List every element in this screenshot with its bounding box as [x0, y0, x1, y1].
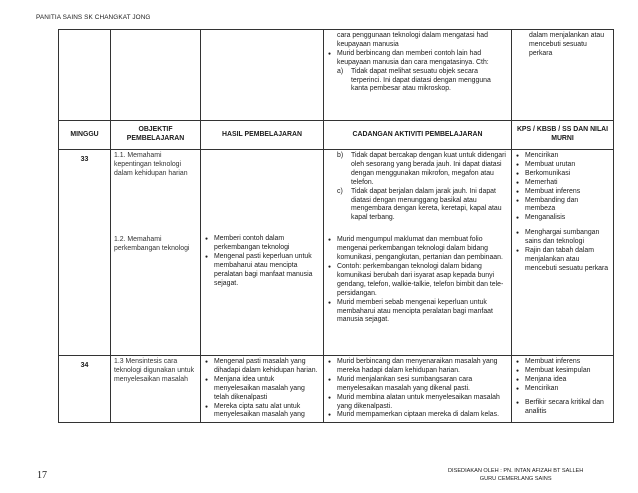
list-item: ● Contoh: perkembangan teknologi dalam bidang komunikasi berubah dari isyarat asap kepada bunyi gendang, telefon, walkie-talkie, telefon bimbit dan tele-persidangan.	[337, 263, 508, 299]
kps-text: dalam menjalankan atau mencebuti sesuatu perkara	[529, 32, 605, 57]
list-item: ● Mencirikan	[525, 385, 610, 394]
cell-kps	[512, 150, 614, 356]
list-item: ● Menganalisis	[525, 214, 610, 223]
table-row	[59, 356, 614, 423]
outcome-list	[204, 235, 320, 288]
list-item: ● Membuat inferens	[525, 188, 610, 197]
item-text: Tidak dapat berjalan dalam jarak jauh. Ini dapat diatasi dengan menunggang basikal atau mengembara dengan kereta, keretapi, kapal atau kapal terbang.	[351, 187, 502, 222]
col-header-cadangan: CADANGAN AKTIVITI PEMBELAJARAN	[324, 121, 512, 150]
list-item	[337, 188, 508, 224]
list-item: ● Menjana idea untuk menyelesaikan masalah yang telah dikenalpasti	[214, 376, 320, 403]
page-header: PANITIA SAINS SK CHANGKAT JONG	[36, 14, 151, 21]
list-item: ● Mengenal pasti keperluan untuk membaharui atau mencipta peralatan bagi manfaat manusia sejagat.	[214, 253, 320, 289]
week-number: 33	[59, 150, 111, 356]
list-item: ● Murid memberi sebab mengenai keperluan untuk membaharui atau mencipta peralatan bagi manfaat manusia sejagat.	[337, 299, 508, 326]
page-number: 17	[37, 470, 47, 481]
activity-text: cara penggunaan teknologi dalam mengatasi had keupayaan manusia	[337, 32, 488, 48]
cell-kps	[512, 356, 614, 423]
cell-empty	[201, 30, 324, 121]
activity-list	[327, 236, 508, 325]
list-item: ● Murid membina alatan untuk menyelesaikan masalah yang dikenalpasti.	[337, 394, 508, 412]
week-number: 34	[59, 356, 111, 423]
cell-activities	[324, 30, 512, 121]
activity-numbered-list	[327, 68, 508, 95]
objective-text: 1.1. Memahami kepentingan teknologi dalam kehidupan harian	[114, 152, 188, 177]
list-item: ● Mereka cipta satu alat untuk menyelesaikan masalah yang	[214, 403, 320, 421]
list-item: ● Memerhati	[525, 179, 610, 188]
cell-activities	[324, 356, 512, 423]
cell-objectives	[111, 356, 201, 423]
activity-numbered-list	[327, 152, 508, 223]
item-label: c)	[337, 187, 343, 195]
list-item: ● Mencirikan	[525, 152, 610, 161]
objective-text: 1.3 Mensintesis cara teknologi digunakan untuk menyelesaikan masalah	[114, 358, 195, 383]
list-item: ● Membuat inferens	[525, 358, 610, 367]
list-item: ● Berfikir secara kritikal dan analitis	[525, 399, 610, 417]
item-text: Tidak dapat melihat sesuatu objek secara terperinci. Ini dapat diatasi dengan mengguna kanta pembesar atau mikroskop.	[351, 67, 491, 93]
cell-outcomes	[201, 356, 324, 423]
footer-prepared-by: DISEDIAKAN OLEH : PN. INTAN AFIZAH BT SALLEH	[448, 468, 584, 474]
footer-credit	[448, 468, 583, 483]
cell-activities	[324, 150, 512, 356]
list-item: ● Rajin dan tabah dalam menjalankan atau mencebuti sesuatu perkara	[525, 247, 610, 274]
outcome-list	[204, 358, 320, 420]
list-item: ● Murid mempamerkan ciptaan mereka di dalam kelas.	[337, 411, 508, 420]
col-header-minggu: MINGGU	[59, 121, 111, 150]
item-text: Tidak dapat bercakap dengan kuat untuk didengari oleh sesorang yang berada jauh. Ini dapat diatasi dengan menggunakan mikrofon, megafon atau telefon.	[351, 152, 506, 186]
kps-list	[515, 152, 610, 223]
cell-kps	[512, 30, 614, 121]
item-label: b)	[337, 152, 344, 159]
footer-role: GURU CEMERLANG SAINS	[479, 475, 552, 482]
list-item: ● Memberi contoh dalam perkembangan teknologi	[214, 235, 320, 253]
list-item: ● Murid menjalankan sesi sumbangsaran cara menyelesaikan masalah yang dikenal pasti.	[337, 376, 508, 394]
objective-text: 1.2. Memahami perkembangan teknologi	[114, 235, 190, 252]
kps-list	[515, 229, 610, 274]
lesson-plan-table	[58, 29, 614, 423]
list-item: ● Murid mengumpul maklumat dan membuat folio mengenai perkembangan teknologi dalam bidang komunikasi, pengangkutan, pertanian dan pembinaan.	[337, 236, 508, 263]
item-label: a)	[337, 67, 344, 75]
cell-empty	[111, 30, 201, 121]
list-item: ● Membuat kesimpulan	[525, 367, 610, 376]
list-item	[337, 68, 508, 95]
table-row	[59, 30, 614, 121]
list-item: ● Murid berbincang dan memberi contoh lain had keupayaan manusia dan cara mengatasinya. Cth:	[337, 50, 508, 68]
list-item	[337, 152, 508, 188]
list-item: ● Murid berbincang dan menyenaraikan masalah yang mereka hadapi dalam kehidupan harian.	[337, 358, 508, 376]
list-item: ● Membuat urutan	[525, 161, 610, 170]
list-item: ● Menjana idea	[525, 376, 610, 385]
list-item: ● Mengenal pasti masalah yang dihadapi dalam kehidupan harian.	[214, 358, 320, 376]
col-header-hasil: HASIL PEMBELAJARAN	[201, 121, 324, 150]
kps-list	[515, 358, 610, 394]
cell-empty	[59, 30, 111, 121]
kps-list	[515, 399, 610, 417]
list-item: ● Menghargai sumbangan sains dan teknologi	[525, 229, 610, 247]
list-item: ● Membanding dan membeza	[525, 197, 610, 215]
table-row	[59, 150, 614, 356]
table-header-row	[59, 121, 614, 150]
cell-objectives	[111, 150, 201, 356]
col-header-kps: KPS / KBSB / SS DAN NILAI MURNI	[512, 121, 614, 150]
cell-outcomes	[201, 150, 324, 356]
activity-list	[327, 358, 508, 420]
list-item: ● Berkomunikasi	[525, 170, 610, 179]
col-header-objektif: OBJEKTIF PEMBELAJARAN	[111, 121, 201, 150]
activity-list	[327, 50, 508, 68]
